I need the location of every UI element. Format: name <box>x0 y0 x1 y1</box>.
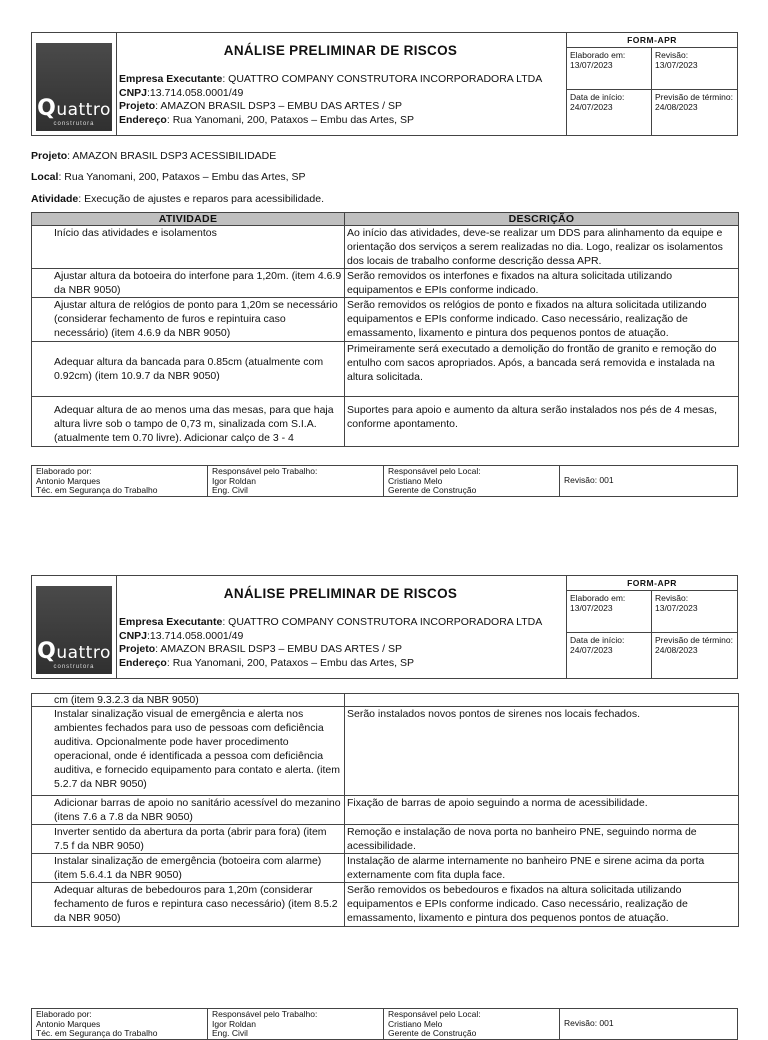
activities-table-page2 <box>31 693 739 927</box>
cell-descricao: Serão removidos os relógios de ponto e fixados na altura solicitada utilizando equipamentos e EPIs conforme indicado. Caso necessário, realização de emassamento, lixamento e pintura dos pequenos pontos de atuação. <box>345 298 739 342</box>
logo-brand: Quattro <box>37 96 111 121</box>
cell-atividade: Adequar altura de ao menos uma das mesas, para que haja altura livre sob o tampo de 0,73 m, sinalizada com S.I.A. (atualmente tem 0.70 livre). Adicionar calço de 3 - 4 <box>32 397 345 447</box>
logo-brand: Quattro <box>37 639 111 664</box>
cell-atividade: Instalar sinalização visual de emergência e alerta nos ambientes fechados para uso de pessoas com deficiência auditiva. Opcionalmente pode haver procedimento operacional, onde é identificada a pessoa com deficiência auditiva, e fornecido equipamento para contato e alerta. (item 5.2.7 da NBR 9050) <box>32 707 345 796</box>
logo-box <box>36 586 112 674</box>
cell-descricao <box>345 694 739 707</box>
footer-revisao: Revisão: 001 <box>564 1018 614 1029</box>
footer-revisao: Revisão: 001 <box>564 475 614 486</box>
cell-descricao: Instalação de alarme internamente no banheiro PNE e sirene acima da porta externamente com fita dupla face. <box>345 854 739 883</box>
form-code: FORM-APR <box>567 33 737 48</box>
header-atividade: ATIVIDADE <box>32 213 345 226</box>
footer-resp-local: Responsável pelo Local: Cristiano Melo Gerente de Construção <box>384 466 560 496</box>
elaborado-em-cell: Elaborado em: 13/07/2023 <box>567 48 652 89</box>
meta-atividade: Atividade: Execução de ajustes e reparos para acessibilidade. <box>31 193 324 205</box>
dates-row-2 <box>567 633 737 678</box>
cell-atividade: Instalar sinalização de emergência (botoeira com alarme) (item 5.6.4.1 da NBR 9050) <box>32 854 345 883</box>
table-row <box>32 226 739 269</box>
logo-subtitle: construtora <box>53 121 95 127</box>
table-row <box>32 342 739 397</box>
dates-row-2 <box>567 90 737 135</box>
page2-header <box>31 575 738 679</box>
projeto-line: Projeto: AMAZON BRASIL DSP3 – EMBU DAS ARTES / SP <box>119 643 402 655</box>
endereco-line: Endereço: Rua Yanomani, 200, Pataxos – Embu das Artes, SP <box>119 113 414 126</box>
table-row <box>32 397 739 447</box>
cell-atividade: Adequar altura da bancada para 0.85cm (atualmente com 0.92cm) (item 10.9.7 da NBR 9050) <box>32 342 345 397</box>
cell-atividade: Adequar alturas de bebedouros para 1,20m (considerar fechamento de furos e repintura caso necessário) (item 8.5.2 da NBR 9050) <box>32 883 345 927</box>
header-center <box>117 33 567 135</box>
cell-atividade: Ajustar altura da botoeira do interfone para 1,20m. (item 4.6.9 da NBR 9050) <box>32 269 345 298</box>
activities-table-page1 <box>31 212 739 447</box>
table-row <box>32 298 739 342</box>
header-descricao: DESCRIÇÃO <box>345 213 739 226</box>
cell-descricao: Ao início das atividades, deve-se realizar um DDS para alinhamento da equipe e orientação dos serviços a serem realizadas no dia. Logo, realizar os isolamentos dos locais de trabalho conforme descrição dessa APR. <box>345 226 739 269</box>
cell-atividade: Ajustar altura de relógios de ponto para 1,20m se necessário (considerar fechamento de furos e repintuira caso necessário) (item 4.6.9 da NBR 9050) <box>32 298 345 342</box>
header-info-grid <box>567 576 737 678</box>
table-row <box>32 796 739 825</box>
cell-descricao: Remoção e instalação de nova porta no banheiro PNE, seguindo norma de acessibilidade. <box>345 825 739 854</box>
data-inicio-cell: Data de início: 24/07/2023 <box>567 633 652 678</box>
cell-descricao: Suportes para apoio e aumento da altura serão instalados nos pés de 4 mesas, conforme apontamento. <box>345 397 739 447</box>
form-code: FORM-APR <box>567 576 737 591</box>
cell-atividade: Adicionar barras de apoio no sanitário acessível do mezanino (itens 7.6 a 7.8 da NBR 9050) <box>32 796 345 825</box>
footer-resp-local: Responsável pelo Local: Cristiano Melo Gerente de Construção <box>384 1009 560 1039</box>
dates-row-1 <box>567 591 737 633</box>
document-title: ANÁLISE PRELIMINAR DE RISCOS <box>223 586 458 601</box>
data-inicio-cell: Data de início: 24/07/2023 <box>567 90 652 135</box>
company-logo <box>32 33 117 135</box>
dates-row-1 <box>567 48 737 90</box>
footer-resp-trabalho: Responsável pelo Trabalho: Igor Roldan Eng. Civil <box>208 1009 384 1039</box>
cell-descricao: Fixação de barras de apoio seguindo a norma de acessibilidade. <box>345 796 739 825</box>
revisao-cell: Revisão: 13/07/2023 <box>655 50 698 70</box>
endereco-line: Endereço: Rua Yanomani, 200, Pataxos – Embu das Artes, SP <box>119 656 414 669</box>
cell-descricao: Primeiramente será executado a demolição do frontão de granito e remoção do entulho com sacos apropriados. Após, a bancada será removida e instalada na altura solicitada. <box>345 342 739 397</box>
table-header-row <box>32 213 739 226</box>
empresa-line: Empresa Executante: QUATTRO COMPANY CONSTRUTORA INCORPORADORA LTDA <box>119 73 543 85</box>
cnpj-line: CNPJ:13.714.058.0001/49 <box>119 629 244 642</box>
document-title: ANÁLISE PRELIMINAR DE RISCOS <box>223 43 458 58</box>
table-row <box>32 825 739 854</box>
projeto-line: Projeto: AMAZON BRASIL DSP3 – EMBU DAS ARTES / SP <box>119 100 402 112</box>
page1-footer <box>31 465 738 497</box>
cell-descricao: Serão removidos os bebedouros e fixados na altura solicitada utilizando equipamentos e EPIs conforme indicado. Caso necessário, realização de emassamento, lixamento e pintura dos pequenos pontos de atuação. <box>345 883 739 927</box>
logo-box <box>36 43 112 131</box>
cell-descricao: Serão removidos os interfones e fixados na altura solicitada utilizando equipamentos e EPIs conforme indicado. <box>345 269 739 298</box>
table-row <box>32 854 739 883</box>
header-info-grid <box>567 33 737 135</box>
company-logo <box>32 576 117 678</box>
meta-projeto: Projeto: AMAZON BRASIL DSP3 ACESSIBILIDADE <box>31 150 277 162</box>
footer-resp-trabalho: Responsável pelo Trabalho: Igor Roldan Eng. Civil <box>208 466 384 496</box>
cell-descricao: Serão instalados novos pontos de sirenes nos locais fechados. <box>345 707 739 796</box>
empresa-line: Empresa Executante: QUATTRO COMPANY CONSTRUTORA INCORPORADORA LTDA <box>119 616 543 628</box>
footer-elaborado: Elaborado por: Antonio Marques Téc. em Segurança do Trabalho <box>32 1009 208 1039</box>
elaborado-em-cell: Elaborado em: 13/07/2023 <box>567 591 652 632</box>
cell-atividade: cm (item 9.3.2.3 da NBR 9050) <box>32 694 345 707</box>
cell-atividade: Início das atividades e isolamentos <box>32 226 345 269</box>
table-row <box>32 269 739 298</box>
page1-header <box>31 32 738 136</box>
table-row <box>32 707 739 796</box>
header-center <box>117 576 567 678</box>
revisao-cell: Revisão: 13/07/2023 <box>655 593 698 613</box>
previsao-cell: Previsão de término: 24/08/2023 <box>655 92 733 112</box>
logo-subtitle: construtora <box>53 664 95 670</box>
previsao-cell: Previsão de término: 24/08/2023 <box>655 635 733 655</box>
page2-footer <box>31 1008 738 1040</box>
cell-atividade: Inverter sentido da abertura da porta (abrir para fora) (item 7.5 f da NBR 9050) <box>32 825 345 854</box>
meta-local: Local: Rua Yanomani, 200, Pataxos – Embu das Artes, SP <box>31 171 306 183</box>
cnpj-line: CNPJ:13.714.058.0001/49 <box>119 86 244 99</box>
table-row <box>32 883 739 927</box>
table-row <box>32 694 739 707</box>
footer-elaborado: Elaborado por: Antonio Marques Téc. em Segurança do Trabalho <box>32 466 208 496</box>
